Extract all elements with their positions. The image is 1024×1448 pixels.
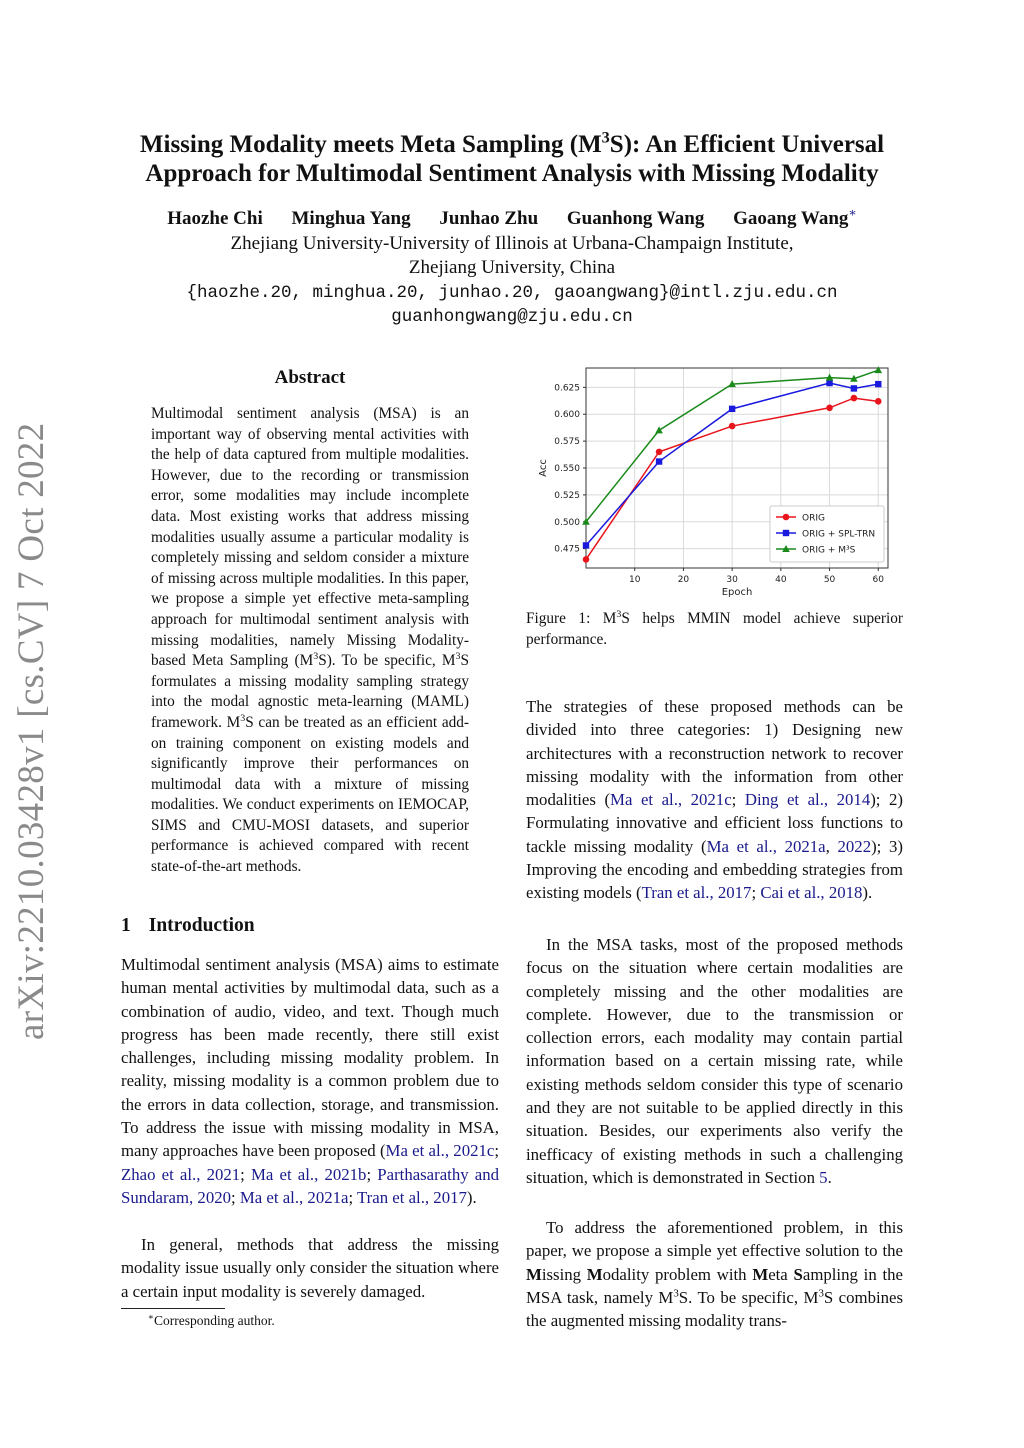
citation-link[interactable]: Cai et al., 2018 [760, 883, 863, 903]
title-line-1: Missing Modality meets Meta Sampling $(M^3S)$: An Efficient Universal [139, 128, 885, 158]
email-line-2: guanhongwang@zju.edu.cn [391, 307, 633, 327]
data-point [874, 366, 882, 373]
footnote-rule [121, 1308, 225, 1309]
x-tick-label: 50 [823, 575, 836, 585]
chart-legend [770, 506, 884, 562]
affiliation-line-2: Zhejiang University, China [408, 257, 616, 278]
footnote: ∗Corresponding author. [148, 1311, 275, 1328]
accuracy-line-chart [528, 362, 900, 598]
abstract-body: Multimodal sentiment analysis (MSA) is an important way of observing mental activities with the help of data captured from multiple modalities. However, due to the recording or transmission error, some modalities may include incomplete data. Most existing works that address missing modalities usually assume a particular modality is completely missing and seldom consider a mixture of missing across multiple modalities. In this paper, we propose a simple yet effective meta-sampling approach for multimodal sentiment analysis with missing modalities, namely Missing Modality-based Meta Sampling $(M^3S)$. To be specific, $M^3S$ formulates a missing modality sampling strategy into the modal agnostic meta-learning (MAML) framework. $M^3S$ can be treated as an efficient add-on training component on existing models and significantly improve their performances on multimodal data with a mixture of missing modalities. We conduct experiments on IEMOCAP, SIMS and CMU-MOSI datasets, and superior performance is achieved compared with recent state-of-the-art methods. [151, 405, 470, 876]
y-tick-label: 0.475 [554, 544, 580, 555]
legend-label: ORIG + M³S [802, 545, 856, 556]
citation-link[interactable]: Ding et al., 2014 [744, 790, 871, 810]
author-name: Gaoang Wang∗ [733, 205, 857, 229]
author-name: Minghua Yang [291, 208, 411, 229]
author-list [100, 205, 924, 230]
abstract-heading: Abstract [274, 367, 346, 388]
author-name: Guanhong Wang [566, 208, 705, 229]
data-point [583, 556, 590, 563]
citation-link[interactable]: Ma et al., 2021c [385, 1141, 495, 1161]
right-paragraph-3: To address the aforementioned problem, in this paper, we propose a simple yet effective solution to the Missing Modality problem with Meta Sampling in the MSA task, namely $M^3S$. To be specific, $M^3S$ combines the augmented missing modality trans- [526, 1218, 903, 1331]
citation-link[interactable]: Tran et al., 2017 [641, 883, 752, 903]
y-tick-label: 0.525 [554, 490, 580, 501]
affiliation-line-1: Zhejiang University-University of Illinois at Urbana-Champaign Institute, [230, 233, 794, 254]
data-point [655, 426, 663, 433]
data-point [875, 381, 881, 387]
legend-marker [783, 530, 789, 536]
x-tick-label: 30 [726, 575, 738, 585]
y-tick-label: 0.600 [554, 410, 580, 421]
data-point [851, 385, 857, 391]
x-tick-label: 20 [677, 575, 690, 585]
y-tick-label: 0.575 [554, 437, 580, 448]
legend-label: ORIG + SPL-TRN [802, 529, 876, 540]
section-heading: 1 Introduction [121, 915, 255, 936]
citation-link[interactable]: Ma et al., 2021c [610, 790, 732, 810]
paper-title [100, 130, 924, 188]
data-point [729, 406, 735, 412]
right-paragraph-2: In the MSA tasks, most of the proposed methods focus on the situation where certain modalities are completely missing and the other modalities are complete. However, due to the transmission or collection errors, each modality may contain partial information based on a certain missing rate, while existing methods seldom consider this type of scenario and they are not suitable to be applied directly in this situation. Besides, our experiments also verify the inefficacy of existing methods in such a challenging situation, which is demonstrated in Section 5. [526, 935, 903, 1187]
y-tick-label: 0.550 [554, 464, 580, 474]
citation-link[interactable]: Ma et al., 2021b [251, 1164, 367, 1184]
right-paragraph-1: The strategies of these proposed methods can be divided into three categories: 1) Designing new architectures with a reconstruction network to recover missing modality with the information from other modalities (Ma et al., 2021c; Ding et al., 2014); 2) Formulating innovative and efficient loss functions to tackle missing modality (Ma et al., 2021a, 2022); 3) Improving the encoding and embedding strategies from existing models (Tran et al., 2017; Cai et al., 2018). [526, 697, 903, 903]
data-point [826, 380, 832, 386]
email-line-1: {haozhe.20, minghua.20, junhao.20, gaoangwang}@intl.zju.edu.cn [186, 283, 838, 303]
citation-link[interactable]: Tran et al., 2017 [357, 1187, 467, 1207]
x-axis-label: Epoch [721, 587, 753, 598]
intro-paragraph-2: In general, methods that address the missing modality issue usually only consider the situation where a certain input modality is severely damaged. [121, 1235, 499, 1301]
citation-link[interactable]: Ma et al., 2021a [239, 1187, 349, 1207]
data-point [656, 458, 662, 464]
author-name: Junhao Zhu [439, 208, 539, 229]
citation-link[interactable]: 2022 [837, 836, 872, 856]
x-tick-label: 60 [872, 575, 884, 585]
data-point [729, 423, 736, 430]
y-tick-label: 0.500 [554, 517, 580, 528]
data-point [851, 395, 858, 402]
data-point [656, 449, 663, 456]
citation-link[interactable]: Parthasarathy and Sundaram, 2020 [121, 1164, 500, 1207]
arxiv-identifier: arXiv:2210.03428v1 [cs.CV] 7 Oct 2022 [11, 422, 52, 1040]
data-point [826, 404, 833, 411]
citation-link[interactable]: Ma et al., 2021a [706, 836, 826, 856]
data-point [583, 542, 589, 548]
section-reference-link[interactable]: 5 [819, 1167, 828, 1187]
y-axis-label: Acc [538, 459, 549, 477]
x-tick-label: 40 [775, 575, 787, 585]
corresponding-mark: ∗ [848, 205, 857, 220]
legend-marker [783, 514, 790, 521]
data-point [875, 398, 882, 405]
x-tick-label: 10 [628, 575, 641, 585]
intro-paragraph-1: Multimodal sentiment analysis (MSA) aims to estimate human mental activities by multimodal data, such as a combination of audio, video, and text. Though much progress has been made recently, there still exist challenges, including missing modality problem. In reality, missing modality is a common problem due to the errors in data collection, storage, and transmission. To address the issue with missing modality in MSA, many approaches have been proposed (Ma et al., 2021c; Zhao et al., 2021; Ma et al., 2021b; Parthasarathy and Sundaram, 2020; Ma et al., 2021a; Tran et al., 2017). [121, 955, 500, 1207]
author-name: Haozhe Chi [167, 208, 263, 229]
legend-label: ORIG [802, 513, 825, 524]
figure-caption: Figure 1: $M^3S$ helps MMIN model achieve superior performance. [526, 608, 903, 648]
y-tick-label: 0.625 [554, 383, 580, 394]
title-line-2: Approach for Multimodal Sentiment Analysis with Missing Modality [145, 160, 879, 187]
citation-link[interactable]: Zhao et al., 2021 [121, 1164, 241, 1184]
